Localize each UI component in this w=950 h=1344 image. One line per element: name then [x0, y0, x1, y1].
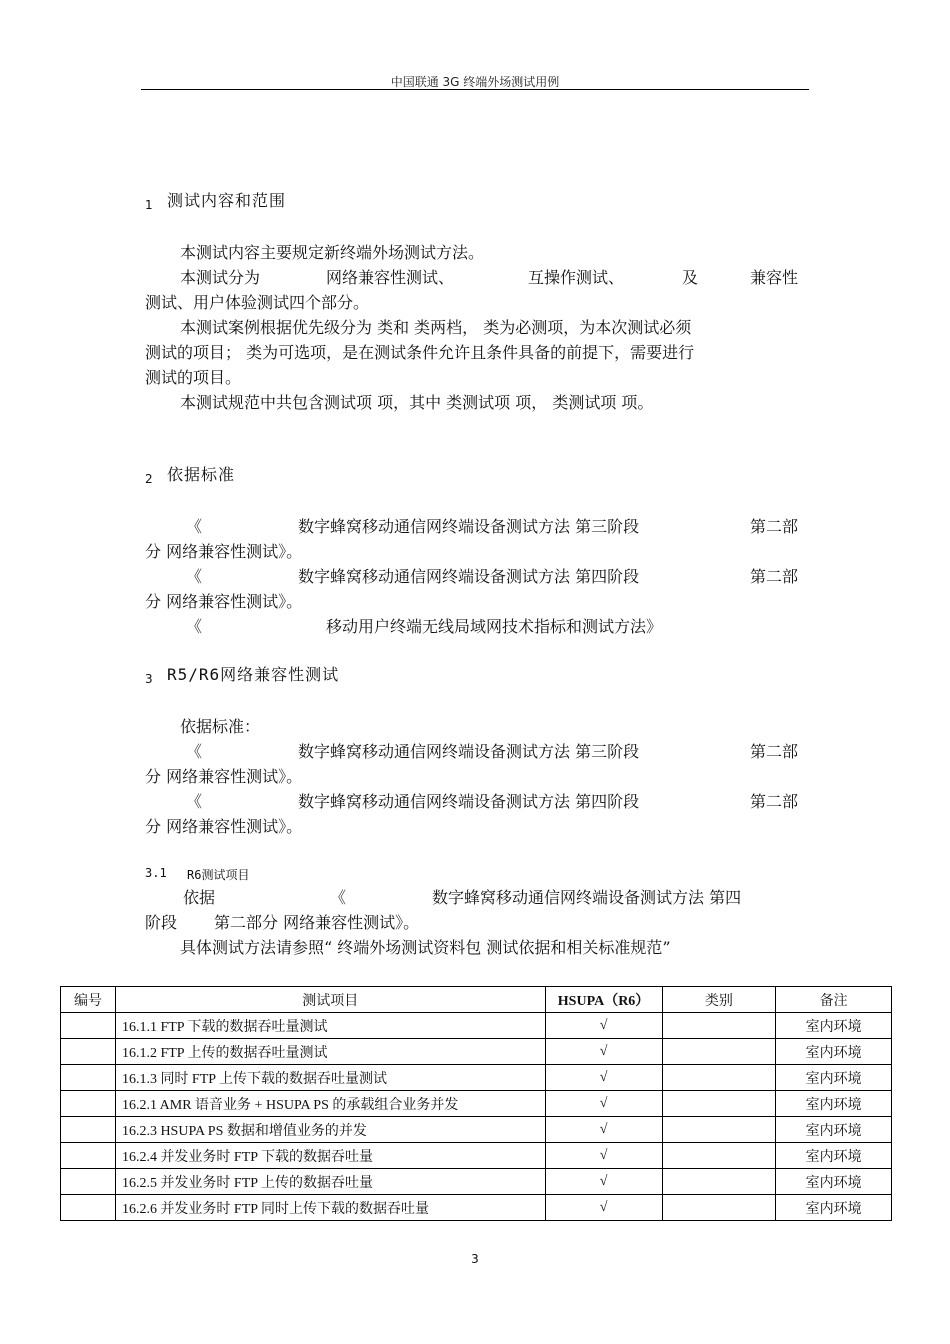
s1-line-4: 本测试案例根据优先级分为 类和 类两档， 类为必测项，为本次测试必须: [180, 318, 692, 337]
s3-ref-2-open: 《: [186, 792, 203, 811]
s2-ref-2-title: 数字蜂窝移动通信网终端设备测试方法 第四阶段: [298, 567, 640, 586]
s1-line-2e: 兼容性: [750, 268, 799, 287]
table-row: [61, 1143, 892, 1169]
col-header-hsupa: HSUPA（R6）: [545, 987, 662, 1013]
s3-1-basis: 依据: [183, 888, 216, 907]
subsection-3-1-title: R6测试项目: [187, 868, 250, 882]
cell-remark: 室内环境: [776, 1117, 892, 1143]
page-header-title: 中国联通 3G 终端外场测试用例: [390, 75, 560, 89]
s2-ref-1-title: 数字蜂窝移动通信网终端设备测试方法 第三阶段: [298, 517, 640, 536]
cell-number: [61, 1039, 116, 1065]
cell-category: [662, 1117, 776, 1143]
table-row: [61, 1013, 892, 1039]
cell-category: [662, 1013, 776, 1039]
cell-number: [61, 1169, 116, 1195]
subsection-3-1-number: 3.1: [145, 866, 167, 880]
s2-ref-2-part: 第二部: [750, 567, 799, 586]
header-divider: [141, 89, 809, 90]
s1-line-1: 本测试内容主要规定新终端外场测试方法。: [180, 243, 485, 262]
section-1-number: 1: [145, 198, 153, 212]
s3-ref-2-cont: 分 网络兼容性测试》。: [145, 817, 303, 836]
cell-category: [662, 1091, 776, 1117]
cell-test-item: 16.2.4 并发业务时 FTP 下载的数据吞吐量: [115, 1143, 545, 1169]
page-number: 3: [471, 1252, 479, 1266]
cell-hsupa-check: √: [545, 1091, 662, 1117]
s3-1-open: 《: [330, 888, 347, 907]
s2-ref-3-open: 《: [186, 617, 203, 636]
s1-line-7: 本测试规范中共包含测试项 项，其中 类测试项 项， 类测试项 项。: [180, 393, 654, 412]
s2-ref-1-cont: 分 网络兼容性测试》。: [145, 542, 303, 561]
s1-line-2d: 及: [682, 268, 699, 287]
s3-ref-2-title: 数字蜂窝移动通信网终端设备测试方法 第四阶段: [298, 792, 640, 811]
cell-test-item: 16.1.1 FTP 下载的数据吞吐量测试: [115, 1013, 545, 1039]
table-row: [61, 1117, 892, 1143]
cell-category: [662, 1169, 776, 1195]
s3-ref-1-title: 数字蜂窝移动通信网终端设备测试方法 第三阶段: [298, 742, 640, 761]
cell-hsupa-check: √: [545, 1117, 662, 1143]
section-1-title: 测试内容和范围: [167, 191, 287, 210]
s3-ref-2-part: 第二部: [750, 792, 799, 811]
s3-basis-label: 依据标准：: [180, 717, 261, 736]
s3-1-part: 第二部分 网络兼容性测试》。: [214, 913, 420, 932]
cell-remark: 室内环境: [776, 1039, 892, 1065]
s3-ref-1-cont: 分 网络兼容性测试》。: [145, 767, 303, 786]
s2-ref-1-open: 《: [186, 517, 203, 536]
s1-line-6: 测试的项目。: [145, 368, 242, 387]
s1-line-3: 测试、用户体验测试四个部分。: [145, 293, 370, 312]
cell-test-item: 16.2.5 并发业务时 FTP 上传的数据吞吐量: [115, 1169, 545, 1195]
cell-remark: 室内环境: [776, 1065, 892, 1091]
cell-remark: 室内环境: [776, 1195, 892, 1221]
s1-line-2a: 本测试分为: [180, 268, 261, 287]
section-3-number: 3: [145, 672, 153, 686]
cell-hsupa-check: √: [545, 1169, 662, 1195]
s2-ref-2-cont: 分 网络兼容性测试》。: [145, 592, 303, 611]
table-row: [61, 1065, 892, 1091]
cell-remark: 室内环境: [776, 1169, 892, 1195]
cell-number: [61, 1013, 116, 1039]
col-header-number: 编号: [61, 987, 116, 1013]
cell-category: [662, 1143, 776, 1169]
section-2-title: 依据标准: [167, 465, 236, 484]
s1-line-5: 测试的项目； 类为可选项，是在测试条件允许且条件具备的前提下，需要进行: [145, 343, 695, 362]
cell-hsupa-check: √: [545, 1065, 662, 1091]
cell-test-item: 16.2.1 AMR 语音业务 + HSUPA PS 的承载组合业务并发: [115, 1091, 545, 1117]
s2-ref-1-part: 第二部: [750, 517, 799, 536]
section-3-title: R5/R6网络兼容性测试: [167, 665, 340, 684]
s2-ref-2-open: 《: [186, 567, 203, 586]
col-header-test-item: 测试项目: [115, 987, 545, 1013]
cell-hsupa-check: √: [545, 1039, 662, 1065]
cell-hsupa-check: √: [545, 1013, 662, 1039]
s3-1-title: 数字蜂窝移动通信网终端设备测试方法 第四: [432, 888, 742, 907]
cell-test-item: 16.2.6 并发业务时 FTP 同时上传下载的数据吞吐量: [115, 1195, 545, 1221]
cell-remark: 室内环境: [776, 1013, 892, 1039]
col-header-category: 类别: [662, 987, 776, 1013]
s3-1-phase: 阶段: [145, 913, 178, 932]
s3-1-method-note: 具体测试方法请参照“ 终端外场测试资料包 测试依据和相关标准规范”: [180, 938, 671, 957]
cell-test-item: 16.1.2 FTP 上传的数据吞吐量测试: [115, 1039, 545, 1065]
cell-number: [61, 1117, 116, 1143]
section-2-number: 2: [145, 472, 153, 486]
cell-category: [662, 1065, 776, 1091]
table-row: [61, 1039, 892, 1065]
cell-hsupa-check: √: [545, 1195, 662, 1221]
table-header-row: [61, 987, 892, 1013]
cell-hsupa-check: √: [545, 1143, 662, 1169]
col-header-remark: 备注: [776, 987, 892, 1013]
cell-category: [662, 1195, 776, 1221]
table-row: [61, 1195, 892, 1221]
table-row: [61, 1091, 892, 1117]
s1-line-2b: 网络兼容性测试、: [326, 268, 455, 287]
s2-ref-3-title: 移动用户终端无线局域网技术指标和测试方法》: [326, 617, 663, 636]
cell-category: [662, 1039, 776, 1065]
s3-ref-1-part: 第二部: [750, 742, 799, 761]
cell-number: [61, 1195, 116, 1221]
cell-remark: 室内环境: [776, 1143, 892, 1169]
cell-test-item: 16.1.3 同时 FTP 上传下载的数据吞吐量测试: [115, 1065, 545, 1091]
s3-ref-1-open: 《: [186, 742, 203, 761]
s1-line-2c: 互操作测试、: [528, 268, 625, 287]
cell-remark: 室内环境: [776, 1091, 892, 1117]
table-row: [61, 1169, 892, 1195]
cell-number: [61, 1065, 116, 1091]
r6-test-items-table: [60, 986, 892, 1221]
cell-number: [61, 1143, 116, 1169]
cell-number: [61, 1091, 116, 1117]
cell-test-item: 16.2.3 HSUPA PS 数据和增值业务的并发: [115, 1117, 545, 1143]
